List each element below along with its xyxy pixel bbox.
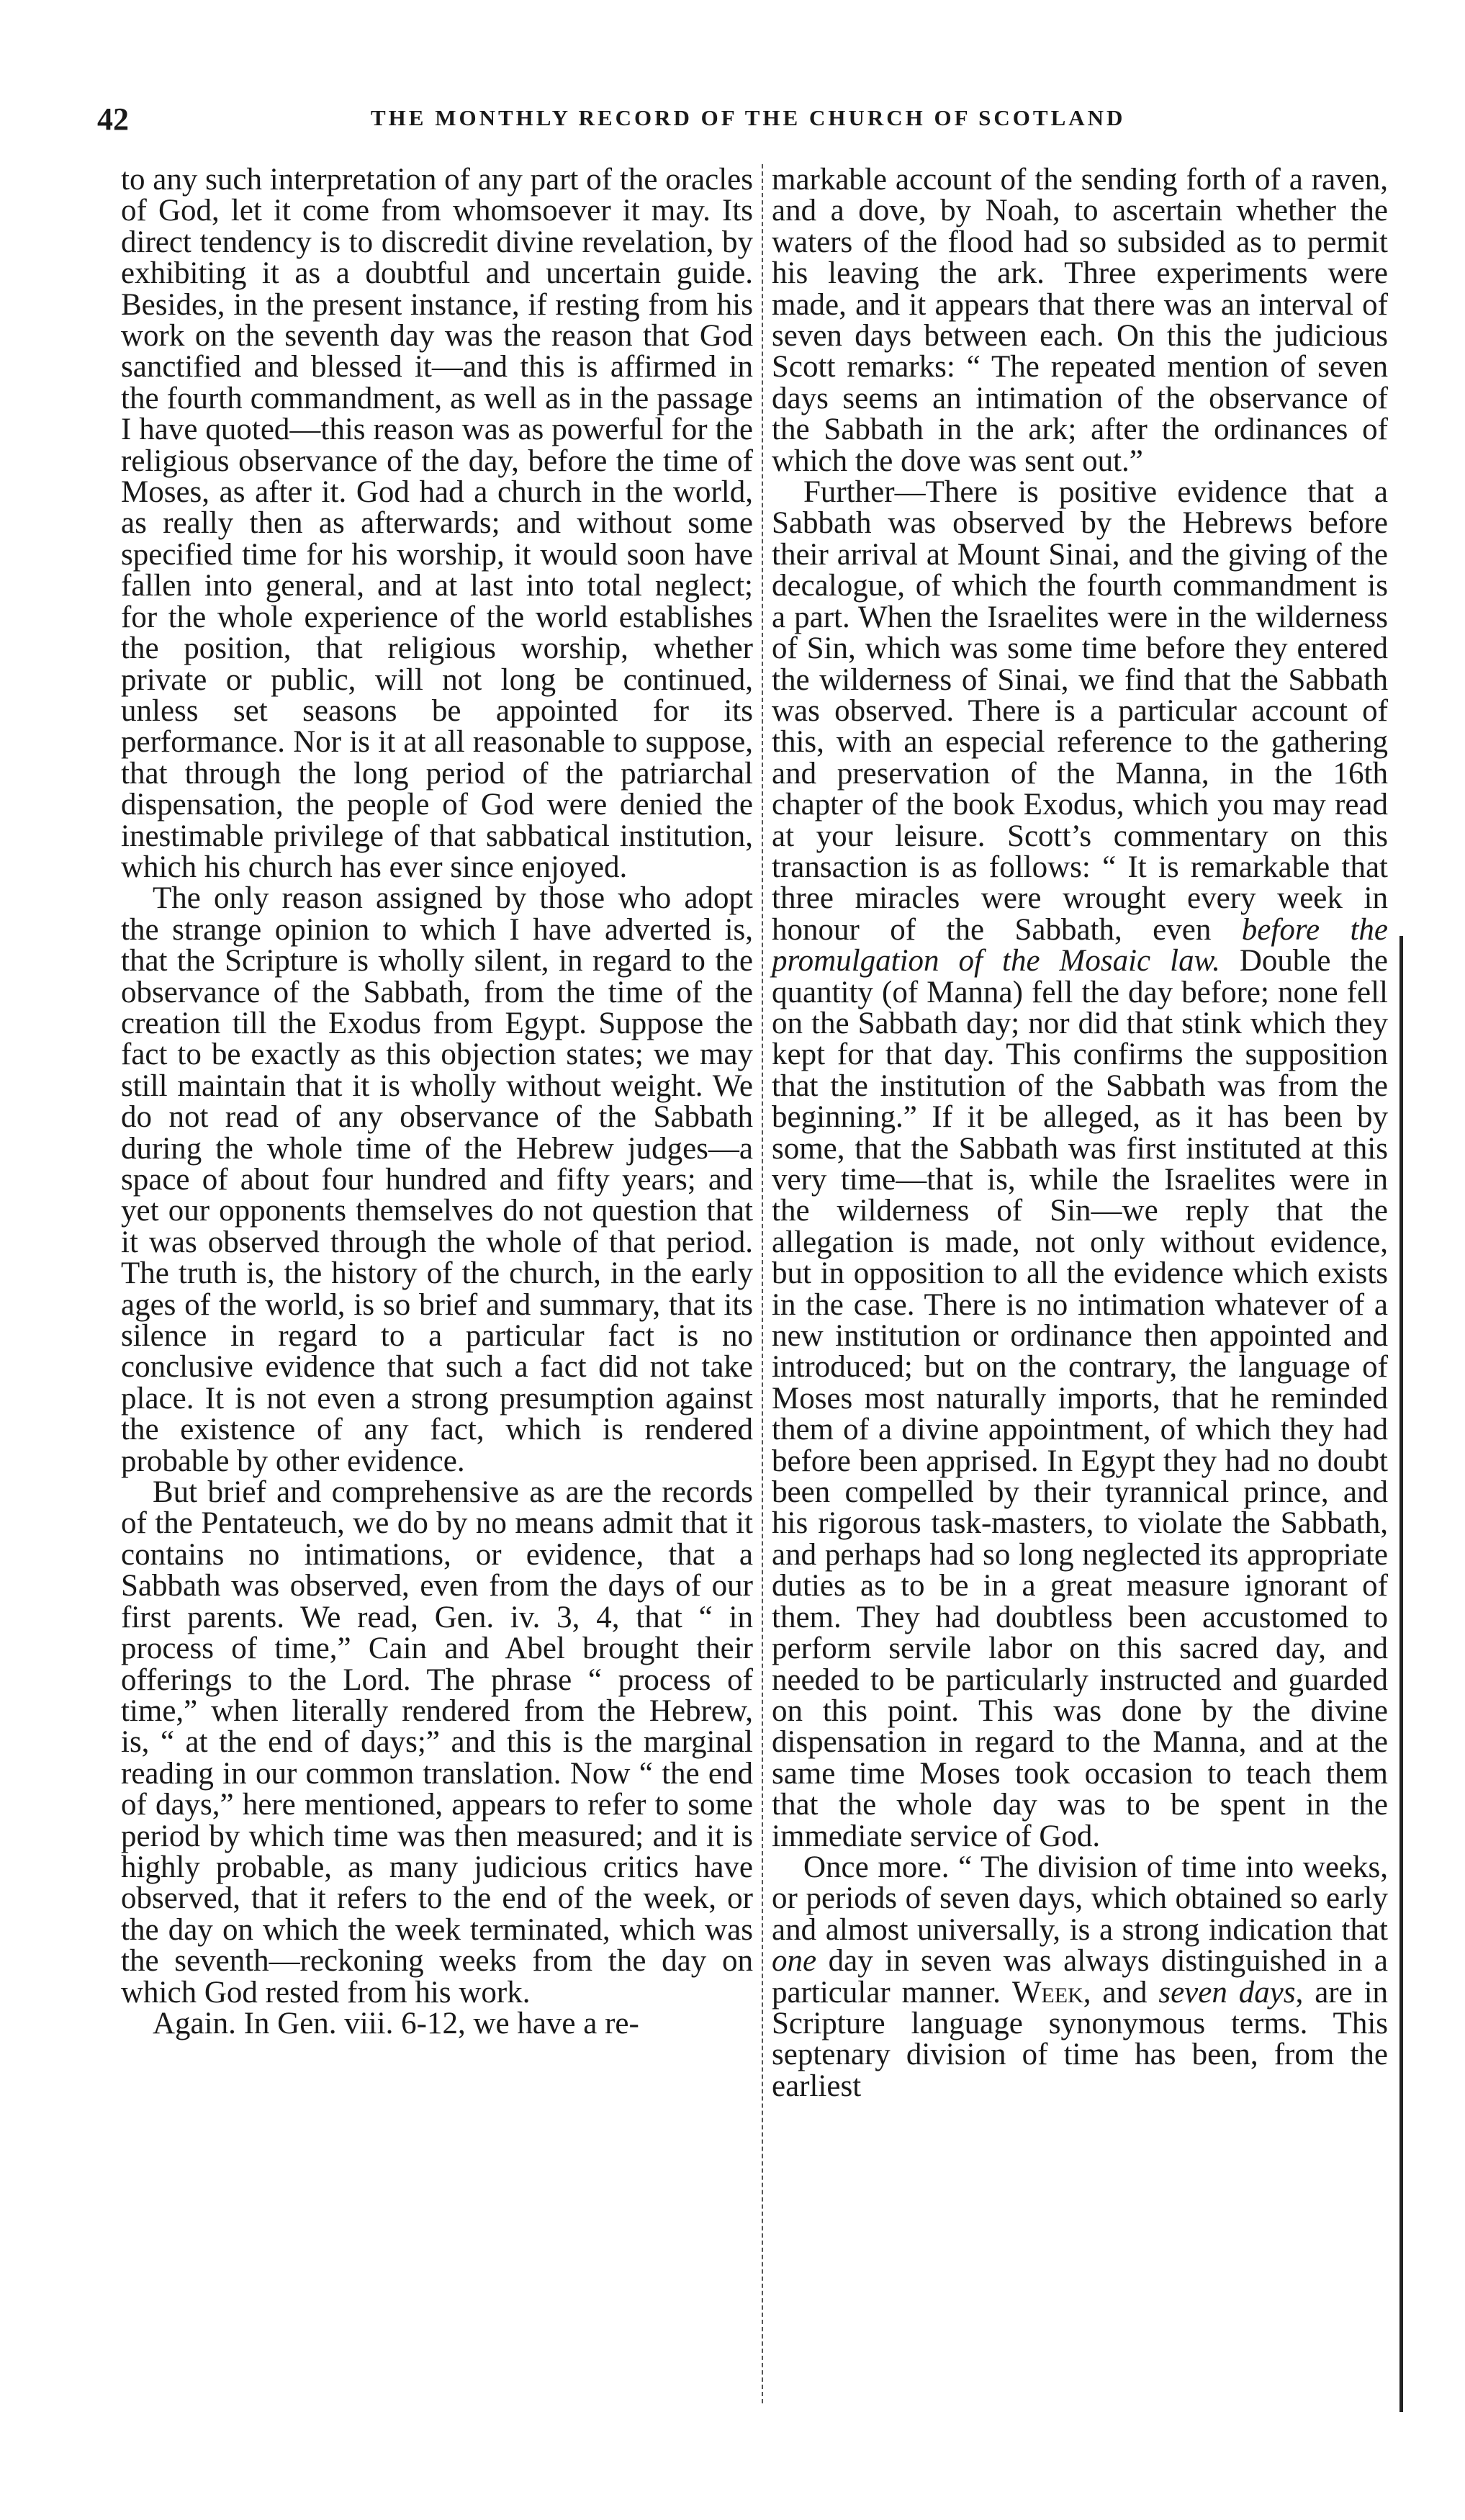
- right-paragraph-3-part-c: , and: [1083, 1975, 1148, 2010]
- right-paragraph-2: [772, 477, 1388, 1852]
- right-paragraph-2-part-a: Further—There is positive evidence that a Sabbath was observed by the Hebrews before their arrival at Mount Sinai, and the giving of the decalogue, of which the fourth commandment is a part. When the Israelites were in the wilderness of Sin, which was some time before they entered the wilderness of Sinai, we find that the Sabbath was observed. There is a particular account of this, with an especial reference to the gathering and preservation of the Manna, in the 16th chapter of the book Exodus, which you may read at your leisure. Scott’s commentary on this transaction is as follows: “ It is remarkable that three miracles were wrought every week in honour of the Sabbath, even: [772, 475, 1388, 947]
- italic-phrase-mosaic-law: before the promulgation of the Mosaic law.: [772, 912, 1388, 978]
- journal-title: THE MONTHLY RECORD OF THE CHURCH OF SCOTLAND: [371, 105, 1126, 130]
- right-paragraph-3-part-b: day in seven was always distinguished in a particular manner.: [772, 1944, 1389, 2010]
- italic-phrase-seven-days: seven days: [1158, 1975, 1296, 2010]
- left-paragraph-4: Again. In Gen. viii. 6-12, we have a re-: [153, 2006, 639, 2040]
- italic-word-one: one: [772, 1944, 817, 1979]
- smallcaps-word-week: Week: [1011, 1975, 1083, 2010]
- binding-edge-line: [1399, 936, 1403, 2412]
- left-paragraph-3: But brief and comprehensive as are the records of the Pentateuch, we do by no means admit that it contains no intimations, or evidence, that a Sabbath was observed, even from the days of our first parents. We read, Gen. iv. 3, 4, that “ in process of time,” Cain and Abel brought their offerings to the Lord. The phrase “ process of time,” when literally rendered from the Hebrew, is, “ at the end of days;” and this is the marginal reading in our common translation. Now “ the end of days,” here mentioned, appears to refer to some period by which time was then measured; and it is highly probable, as many judicious critics have observed, that it refers to the end of the week, or the day on which the week terminated, which was the seventh—reckoning weeks from the day on which God rested from his work.: [121, 1475, 753, 2010]
- right-paragraph-1: markable account of the sending forth of a raven, and a dove, by Noah, to ascertain whether the waters of the flood had so subsided as to permit his leaving the ark. Three experiments were made, and it appears that there was an interval of seven days between each. On this the judicious Scott remarks: “ The repeated mention of seven days seems an intimation of the observance of the Sabbath in the ark; after the ordinances of which the dove was sent out.”: [772, 163, 1388, 478]
- left-column: [121, 164, 753, 2039]
- right-paragraph-3: [772, 1852, 1388, 2102]
- column-divider: [762, 164, 763, 2403]
- right-paragraph-3-part-a: Once more. “ The division of time into weeks, or periods of seven days, which obtained so early and almost universally, is a strong indication that: [772, 1850, 1388, 1947]
- right-column: [772, 164, 1388, 2102]
- left-paragraph-2: The only reason assigned by those who adopt the strange opinion to which I have adverted is, that the Scripture is wholly silent, in regard to the observance of the Sabbath, from the time of the creation till the Exodus from Egypt. Suppose the fact to be exactly as this objection states; we may still maintain that it is wholly without weight. We do not read of any observance of the Sabbath during the whole time of the Hebrew judges—a space of about four hundred and fifty years; and yet our opponents themselves do not question that it was observed through the whole of that period. The truth is, the history of the church, in the early ages of the world, is so brief and summary, that its silence in regard to a particular fact is no conclusive evidence that such a fact did not take place. It is not even a strong presumption against the existence of any fact, which is rendered probable by other evidence.: [121, 881, 753, 1478]
- right-paragraph-3-part-d: , are in Scripture language synonymous terms. This septenary division of time has been, from the earliest: [772, 1975, 1389, 2103]
- running-head: [97, 101, 1393, 144]
- page-number: 42: [97, 102, 129, 137]
- left-paragraph-1: to any such interpretation of any part of the oracles of God, let it come from whomsoever it may. Its direct tendency is to discredit divine revelation, by exhibiting it as a doubtful and uncertain guide. Besides, in the present instance, if resting from his work on the seventh day was the reason that God sanctified and blessed it—and this is affirmed in the fourth commandment, as well as in the passage I have quoted—this reason was as powerful for the religious observance of the day, before the time of Moses, as after it. God had a church in the world, as really then as afterwards; and without some specified time for his worship, it would soon have fallen into general, and at last into total neglect; for the whole experience of the world establishes the position, that religious worship, whether private or public, will not long be continued, unless set seasons be appointed for its performance. Nor is it at all reasonable to suppose, that through the long period of the patriarchal dispensation, the people of God were denied the inestimable privilege of that sabbatical institution, which his church has ever since enjoyed.: [121, 163, 753, 884]
- right-paragraph-2-part-b: Double the quantity (of Manna) fell the day before; none fell on the Sabbath day; nor did that stink which they kept for that day. This confirms the supposition that the institution of the Sabbath was from the beginning.” If it be alleged, as it has been by some, that the Sabbath was first instituted at this very time—that is, while the Israelites were in the wilderness of Sin—we reply that the allegation is made, not only without evidence, but in opposition to all the evidence which exists in the case. There is no intimation whatever of a new institution or ordinance then appointed and introduced; but on the contrary, the language of Moses most naturally imports, that he reminded them of a divine appointment, of which they had before been apprised. In Egypt they had no doubt been compelled by their tyrannical prince, and his rigorous task-masters, to violate the Sabbath, and perhaps had so long neglected its appropriate duties as to be in a great measure ignorant of them. They had doubtless been accustomed to perform servile labor on this sacred day, and needed to be particularly instructed and guarded on this point. This was done by the divine dispensation in regard to the Manna, and at the same time Moses took occasion to teach them that the whole day was to be spent in the immediate service of God.: [772, 944, 1388, 1853]
